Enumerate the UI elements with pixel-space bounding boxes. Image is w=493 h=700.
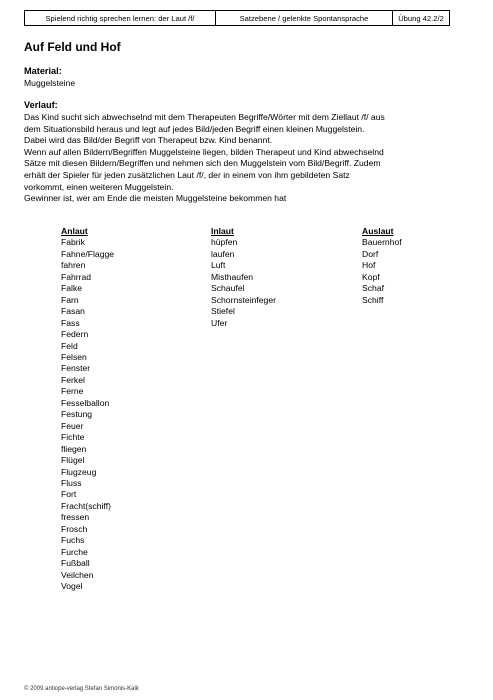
anlaut-word: fahren [61,260,86,271]
anlaut-word: Feuer [61,420,84,431]
verlauf-line: vorkommt, einen weiteren Muggelstein. [24,181,174,192]
page-title: Auf Feld und Hof [24,40,121,54]
anlaut-word: Fracht(schiff) [61,500,111,511]
auslaut-word: Dorf [362,248,379,259]
anlaut-word: Fichte [61,432,85,443]
inlaut-word: hüpfen [211,237,238,248]
anlaut-word: Fort [61,489,77,500]
anlaut-word: Falke [61,283,83,294]
header-level: Satzebene / gelenkte Spontansprache [216,11,393,25]
anlaut-word: Fahrrad [61,271,92,282]
anlaut-word: Farn [61,294,79,305]
anlaut-word: Vogel [61,581,83,592]
copyright-footer: © 2009 antiope-verlag Stefan Simonis-Kalk [24,686,139,692]
verlauf-paragraph [24,112,450,205]
inlaut-word: laufen [211,248,235,259]
auslaut-word: Hof [362,260,376,271]
anlaut-word: Furche [61,546,88,557]
auslaut-word: Kopf [362,271,380,282]
verlauf-line: dem Situationsbild heraus und legt auf jedes Bild/jeden Begriff einen kleinen Muggelstein. [24,123,365,134]
anlaut-word: Fuchs [61,535,85,546]
header-topic: Spielend richtig sprechen lernen: der Laut /f/ [25,11,216,25]
inlaut-word: Ufer [211,317,228,328]
inlaut-column [211,226,276,329]
auslaut-word: Schaf [362,283,384,294]
anlaut-column [61,226,114,593]
anlaut-word: Festung [61,409,93,420]
anlaut-word: Frosch [61,523,88,534]
verlauf-line: Das Kind sucht sich abwechselnd mit dem Therapeuten Begriffe/Wörter mit dem Ziellaut /f/ aus [24,112,385,122]
auslaut-word: Bauernhof [362,237,402,248]
anlaut-word: Fasan [61,306,85,317]
inlaut-word: Schornsteinfeger [211,294,276,305]
inlaut-heading: Inlaut [211,226,234,236]
anlaut-word-list [61,237,114,592]
anlaut-word: Fluss [61,477,82,488]
verlauf-line: Dabei wird das Bild/der Begriff von Therapeut bzw. Kind benannt. [24,135,273,146]
anlaut-word: Ferkel [61,374,85,385]
verlauf-line: Wenn auf allen Bildern/Begriffen Muggelsteine liegen, bilden Therapeut und Kind abwechselnd [24,146,384,157]
anlaut-word: Fenster [61,363,91,374]
anlaut-word: Flügel [61,455,85,466]
anlaut-word: fliegen [61,443,87,454]
anlaut-word: fressen [61,512,90,523]
auslaut-word: Schiff [362,294,384,305]
header-exercise-number: Übung 42.2/2 [398,13,444,23]
anlaut-word: Fass [61,317,80,328]
anlaut-word: Flugzeug [61,466,97,477]
auslaut-word-list [362,237,402,306]
anlaut-heading: Anlaut [61,226,88,236]
anlaut-word: Federn [61,329,89,340]
anlaut-word: Fesselballon [61,397,110,408]
material-label: Material: [24,66,62,76]
verlauf-line: Sätze mit diesen Bildern/Begriffen und nehmen sich den Muggelstein vom Bild/Begriff. Zudem [24,158,381,169]
auslaut-heading: Auslaut [362,226,394,236]
anlaut-word: Felsen [61,351,87,362]
anlaut-word: Veilchen [61,569,94,580]
anlaut-word: Fabrik [61,237,85,248]
header-bar [24,10,450,26]
anlaut-word: Ferne [61,386,84,397]
anlaut-word: Fahne/Flagge [61,248,115,259]
anlaut-word: Fußball [61,558,90,569]
verlauf-label: Verlauf: [24,100,58,110]
material-text: Muggelsteine [24,78,76,88]
verlauf-line: Gewinner ist, wer am Ende die meisten Muggelsteine bekommen hat [24,193,287,204]
inlaut-word-list [211,237,276,329]
auslaut-column [362,226,402,306]
verlauf-line: erhält der Spieler für jeden zusätzlichen Laut /f/, der in einem von ihm gebildeten Satz [24,169,350,180]
anlaut-word: Feld [61,340,78,351]
inlaut-word: Luft [211,260,226,271]
inlaut-word: Misthaufen [211,271,254,282]
inlaut-word: Stiefel [211,306,235,317]
inlaut-word: Schaufel [211,283,245,294]
